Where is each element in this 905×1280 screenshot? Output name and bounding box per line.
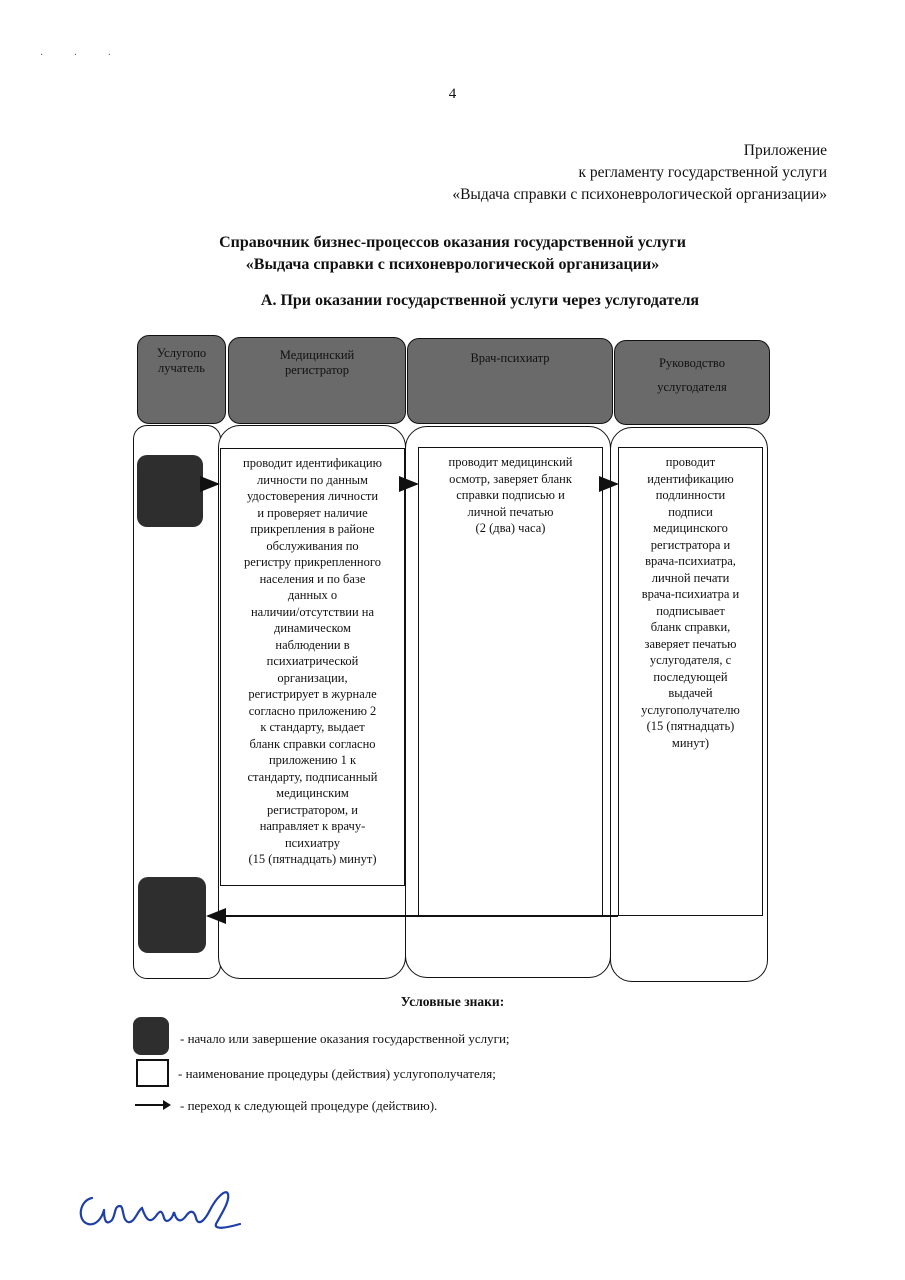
process-text-line: наличии/отсутствии на	[250, 604, 375, 619]
process-text-line: подлинности	[655, 488, 726, 502]
process-text-line: выдачей	[668, 686, 713, 700]
process-text-line: осмотр, заверяет бланк	[449, 471, 572, 486]
process-text-line: подписи	[668, 504, 713, 519]
process-text-line: к стандарту, выдает	[260, 720, 365, 734]
process-text-line: услугодателя, с	[649, 653, 732, 667]
process-text-line: заверяет печатью	[644, 636, 737, 651]
legend-procedure-text: - наименование процедуры (действия) услугополучателя;	[178, 1066, 496, 1081]
process-text-line: проводит	[665, 455, 716, 469]
process-text-line: населения и по базе	[259, 571, 366, 586]
process-text-line: бланк справки,	[650, 620, 731, 634]
process-text-line: медицинского	[653, 521, 728, 535]
lane-header-line: Услугопо	[156, 346, 207, 360]
process-text-line: стандарту, подписанный	[247, 769, 378, 784]
process-text-line: регистратора и	[650, 537, 731, 552]
process-text-line: справки подписью и	[456, 488, 565, 502]
process-text-line: идентификацию	[647, 471, 734, 486]
process-text-line: личной печати	[651, 570, 730, 585]
annex-line-2: к регламенту государственной услуги	[578, 164, 827, 181]
process-text-line: (15 (пятнадцать) минут)	[248, 852, 377, 866]
process-text-line: проводит идентификацию	[243, 456, 382, 470]
annex-line-3: «Выдача справки с психоневрологической организации»	[452, 186, 827, 203]
process-text-line: последующей	[653, 669, 728, 684]
process-text-line: наблюдении в	[275, 637, 350, 652]
process-text-line: медицинским	[276, 786, 349, 800]
lane-header-line: услугодателя	[657, 380, 727, 394]
page-number: 4	[448, 86, 457, 102]
process-text-line: (2 (два) часа)	[475, 521, 546, 535]
process-text-line: подписывает	[656, 603, 725, 618]
process-text-line: личности по данным	[257, 472, 368, 487]
process-text-line: удостоверения личности	[246, 489, 379, 503]
lane-header-line: регистратор	[284, 363, 350, 377]
process-text-line: данных о	[287, 588, 338, 602]
process-text-line: психиатру	[284, 835, 341, 850]
process-text-line: проводит медицинский	[448, 455, 573, 469]
process-text-line: личной печатью	[467, 504, 554, 519]
process-text-line: динамическом	[274, 621, 351, 635]
legend-terminal-text: - начало или завершение оказания государственной услуги;	[180, 1031, 510, 1046]
lane-header-line: лучатель	[158, 361, 205, 375]
lane-header-line: Медицинский	[279, 348, 355, 362]
handwritten-signature	[70, 1180, 245, 1240]
legend-procedure-icon	[136, 1059, 169, 1087]
section-subtitle: А. При оказании государственной услуги через услугодателя	[260, 292, 700, 309]
annex-line-1: Приложение	[743, 142, 827, 159]
process-text-line: врача-психиатра и	[641, 587, 740, 601]
process-text-line: бланк справки согласно	[249, 736, 376, 751]
title-line-1: Справочник бизнес-процессов оказания государственной услуги	[219, 234, 686, 251]
legend-terminal-icon	[133, 1017, 169, 1055]
process-text-line: услугополучателю	[641, 702, 740, 717]
process-text-line: регистратором, и	[267, 802, 358, 817]
process-text-line: направляет к врачу-	[259, 819, 366, 833]
process-text-line: и проверяет наличие	[257, 505, 368, 520]
process-text-line: приложению 1 к	[268, 753, 357, 767]
scan-marks: · · ·	[40, 50, 125, 61]
lane-header-line: Врач-психиатр	[470, 351, 550, 365]
legend-arrow-icon	[133, 1098, 173, 1112]
title-line-2: «Выдача справки с психоневрологической организации»	[245, 256, 660, 273]
process-text-line: регистру прикрепленного	[244, 555, 381, 569]
process-text-line: согласно приложению 2	[248, 703, 377, 718]
lane-header-line: Руководство	[658, 356, 726, 370]
legend-arrow-text: - переход к следующей процедуре (действию).	[180, 1098, 438, 1113]
process-text-line: психиатрической	[266, 654, 359, 668]
process-text-line: регистрирует в журнале	[248, 687, 377, 701]
process-text-line: минут)	[671, 735, 710, 750]
process-text-line: обслуживания по	[266, 538, 359, 553]
process-text-line: прикрепления в районе	[250, 522, 375, 536]
process-text-line: (15 (пятнадцать)	[646, 719, 735, 733]
process-text-line: врача-психиатра,	[645, 554, 736, 568]
legend-title: Условные знаки:	[400, 994, 505, 1009]
process-text-line: организации,	[277, 670, 348, 685]
